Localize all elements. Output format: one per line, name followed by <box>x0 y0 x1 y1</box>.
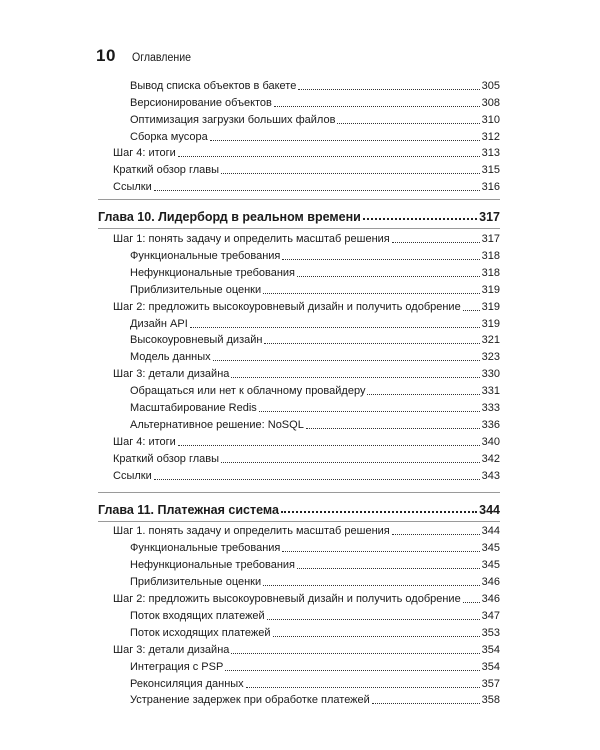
toc-entry-title: Шаг 1: понять задачу и определить масштаб решения <box>113 233 390 246</box>
toc-entry-title: Обращаться или нет к облачному провайдеру <box>130 385 366 398</box>
toc-entry-page: 331 <box>481 385 500 398</box>
toc-chapter-entry[interactable] <box>98 493 500 517</box>
toc-entry-title: Шаг 1. понять задачу и определить масштаб решения <box>113 525 390 538</box>
table-of-contents <box>98 76 500 707</box>
toc-leader-dots <box>259 410 480 412</box>
toc-leader-dots <box>392 533 480 535</box>
toc-entry-page: 345 <box>481 542 500 555</box>
toc-leader-dots <box>213 359 480 361</box>
running-title: Оглавление <box>131 52 191 64</box>
toc-leader-dots <box>178 444 480 446</box>
toc-entry-page: 347 <box>481 609 500 622</box>
toc-entry-page: 330 <box>481 368 500 381</box>
toc-entry-title: Краткий обзор главы <box>113 164 220 177</box>
toc-entry-page: 358 <box>481 694 500 707</box>
toc-leader-dots <box>210 139 480 141</box>
toc-entry[interactable] <box>98 381 500 398</box>
toc-entry[interactable] <box>98 555 500 572</box>
toc-entry[interactable] <box>98 640 500 657</box>
toc-leader-dots <box>282 258 479 260</box>
toc-leader-dots <box>225 669 479 671</box>
toc-entry[interactable] <box>98 466 500 483</box>
toc-leader-dots <box>273 635 480 637</box>
toc-entry[interactable] <box>98 127 500 144</box>
toc-entry[interactable] <box>98 297 500 314</box>
toc-entry-title: Глава 11. Платежная система <box>98 502 279 517</box>
toc-entry-title: Приблизительные оценки <box>130 576 262 589</box>
toc-entry[interactable] <box>98 314 500 331</box>
toc-entry-title: Оптимизация загрузки больших файлов <box>130 113 336 126</box>
toc-entry[interactable] <box>98 522 500 539</box>
toc-leader-dots <box>463 601 480 603</box>
toc-leader-dots <box>263 292 480 294</box>
toc-entry-title: Версионирование объектов <box>130 96 272 109</box>
toc-entry[interactable] <box>98 589 500 606</box>
toc-entry[interactable] <box>98 177 500 194</box>
toc-entry[interactable] <box>98 572 500 589</box>
toc-entry-page: 308 <box>481 96 500 109</box>
toc-entry-title: Нефункциональные требования <box>130 559 296 572</box>
toc-leader-dots <box>274 105 480 107</box>
toc-entry[interactable] <box>98 347 500 364</box>
toc-entry-title: Функциональные требования <box>130 250 281 263</box>
toc-leader-dots <box>337 122 479 124</box>
toc-leader-dots <box>297 567 480 569</box>
toc-entry-title: Шаг 2: предложить высокоуровневый дизайн и получить одобрение <box>113 300 461 313</box>
toc-leader-dots <box>281 510 477 513</box>
toc-entry-page: 343 <box>481 469 500 482</box>
toc-leader-dots <box>263 584 480 586</box>
toc-leader-dots <box>367 393 479 395</box>
toc-entry-page: 353 <box>481 626 500 639</box>
toc-entry-page: 317 <box>481 233 500 246</box>
toc-leader-dots <box>363 217 477 220</box>
toc-entry-page: 346 <box>481 593 500 606</box>
toc-entry-page: 336 <box>481 418 500 431</box>
toc-entry-title: Интеграция с PSP <box>130 660 224 673</box>
toc-leader-dots <box>267 618 480 620</box>
toc-entry-page: 344 <box>479 502 500 517</box>
toc-entry-page: 357 <box>481 677 500 690</box>
toc-leader-dots <box>154 478 480 480</box>
toc-entry-title: Шаг 2: предложить высокоуровневый дизайн и получить одобрение <box>113 593 461 606</box>
toc-entry-title: Нефункциональные требования <box>130 266 296 279</box>
toc-entry-page: 342 <box>481 452 500 465</box>
toc-leader-dots <box>221 461 480 463</box>
toc-entry-page: 318 <box>481 266 500 279</box>
toc-entry[interactable] <box>98 398 500 415</box>
toc-leader-dots <box>298 88 479 90</box>
toc-entry[interactable] <box>98 144 500 161</box>
toc-entry[interactable] <box>98 538 500 555</box>
toc-entry-page: 354 <box>481 660 500 673</box>
toc-entry-page: 333 <box>481 402 500 415</box>
toc-entry-title: Ссылки <box>113 469 152 482</box>
toc-entry[interactable] <box>98 93 500 110</box>
toc-entry-page: 318 <box>481 250 500 263</box>
toc-entry[interactable] <box>98 331 500 348</box>
toc-entry[interactable] <box>98 76 500 93</box>
toc-entry-title: Шаг 4: итоги <box>113 147 176 160</box>
toc-entry[interactable] <box>98 263 500 280</box>
toc-leader-dots <box>392 241 480 243</box>
toc-leader-dots <box>463 309 480 311</box>
toc-entry-page: 323 <box>481 351 500 364</box>
toc-entry[interactable] <box>98 606 500 623</box>
toc-leader-dots <box>178 155 480 157</box>
toc-entry-page: 310 <box>481 113 500 126</box>
toc-entry[interactable] <box>98 415 500 432</box>
toc-entry-page: 340 <box>481 435 500 448</box>
toc-entry-title: Краткий обзор главы <box>113 452 220 465</box>
toc-leader-dots <box>231 652 479 654</box>
toc-entry-title: Шаг 3: детали дизайна <box>113 368 230 381</box>
toc-entry[interactable] <box>98 160 500 177</box>
toc-leader-dots <box>246 686 480 688</box>
page-header <box>96 46 196 66</box>
toc-entry-title: Шаг 3: детали дизайна <box>113 643 230 656</box>
toc-entry-title: Шаг 4: итоги <box>113 435 176 448</box>
toc-entry-page: 317 <box>479 210 500 225</box>
toc-entry[interactable] <box>98 449 500 466</box>
toc-entry-page: 346 <box>481 576 500 589</box>
toc-entry-title: Поток входящих платежей <box>130 609 265 622</box>
toc-entry-title: Глава 10. Лидерборд в реальном времени <box>98 210 361 225</box>
toc-entry[interactable] <box>98 623 500 640</box>
toc-leader-dots <box>264 342 479 344</box>
toc-chapter-entry[interactable] <box>98 200 500 224</box>
toc-entry-page: 319 <box>481 300 500 313</box>
toc-leader-dots <box>306 427 480 429</box>
toc-entry-title: Устранение задержек при обработке платежей <box>130 694 370 707</box>
toc-entry[interactable] <box>98 246 500 263</box>
toc-entry-title: Дизайн API <box>130 317 188 330</box>
toc-entry-title: Модель данных <box>130 351 211 364</box>
toc-entry[interactable] <box>98 657 500 674</box>
toc-entry-page: 354 <box>481 643 500 656</box>
toc-leader-dots <box>221 172 480 174</box>
toc-entry[interactable] <box>98 432 500 449</box>
toc-leader-dots <box>372 702 480 704</box>
toc-entry-page: 344 <box>481 525 500 538</box>
toc-entry[interactable] <box>98 364 500 381</box>
toc-entry-page: 305 <box>481 79 500 92</box>
toc-leader-dots <box>190 326 480 328</box>
toc-leader-dots <box>231 376 479 378</box>
toc-entry-title: Масштабирование Redis <box>130 402 257 415</box>
toc-entry-title: Поток исходящих платежей <box>130 626 271 639</box>
toc-entry-page: 312 <box>481 130 500 143</box>
toc-leader-dots <box>282 550 479 552</box>
toc-entry[interactable] <box>98 110 500 127</box>
toc-leader-dots <box>297 275 480 277</box>
toc-entry-title: Альтернативное решение: NoSQL <box>130 418 304 431</box>
toc-entry-title: Ссылки <box>113 181 152 194</box>
toc-entry-page: 313 <box>481 147 500 160</box>
page-number: 10 <box>96 46 116 65</box>
toc-entry[interactable] <box>98 691 500 708</box>
toc-entry-page: 319 <box>481 283 500 296</box>
toc-entry-page: 319 <box>481 317 500 330</box>
toc-entry-title: Реконсиляция данных <box>130 677 244 690</box>
toc-entry[interactable] <box>98 280 500 297</box>
toc-entry-title: Вывод списка объектов в бакете <box>130 79 297 92</box>
toc-entry-page: 316 <box>481 181 500 194</box>
toc-entry-page: 321 <box>481 334 500 347</box>
toc-entry-title: Сборка мусора <box>130 130 208 143</box>
toc-leader-dots <box>154 189 480 191</box>
toc-entry-page: 315 <box>481 164 500 177</box>
toc-entry-title: Высокоуровневый дизайн <box>130 334 263 347</box>
toc-entry[interactable] <box>98 229 500 246</box>
toc-entry-title: Приблизительные оценки <box>130 283 262 296</box>
toc-entry[interactable] <box>98 674 500 691</box>
toc-entry-page: 345 <box>481 559 500 572</box>
toc-entry-title: Функциональные требования <box>130 542 281 555</box>
